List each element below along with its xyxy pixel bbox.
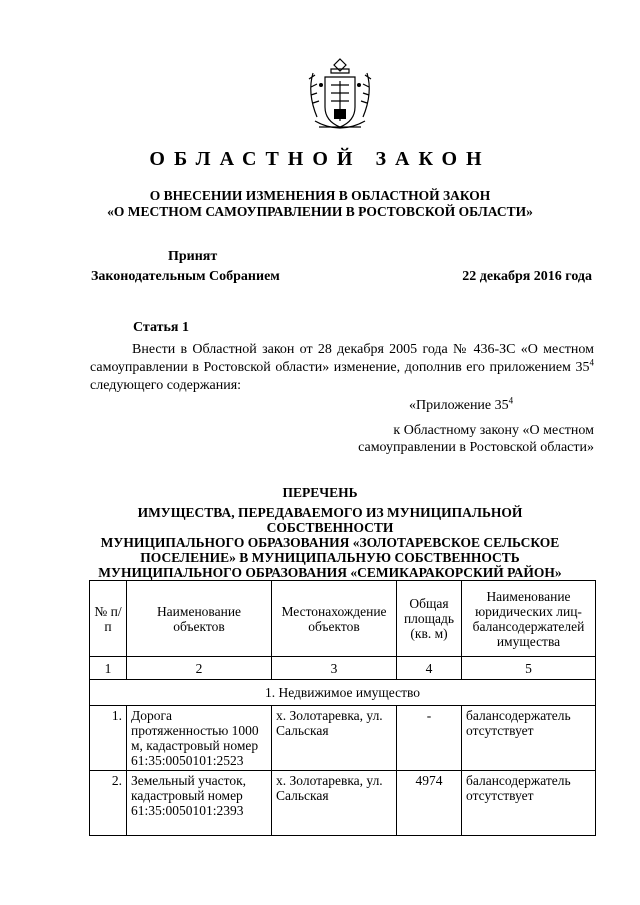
header-cell: Общая площадь (кв. м) — [397, 581, 462, 657]
appendix-ref-line-2: самоуправлении в Ростовской области» — [358, 440, 594, 455]
article-paragraph — [90, 341, 594, 395]
column-number-cell: 5 — [462, 657, 596, 680]
section-row — [90, 680, 596, 706]
column-number-cell: 1 — [90, 657, 127, 680]
list-sub-line-1: ИМУЩЕСТВА, ПЕРЕДАВАЕМОГО ИЗ МУНИЦИПАЛЬНОЙ СОБСТВЕННОСТИ — [137, 505, 523, 535]
holder-cell: балансодержатель отсутствует — [462, 771, 596, 836]
row-number-cell: 2. — [90, 771, 127, 836]
adoption-date: 22 декабря 2016 года — [462, 269, 592, 284]
area-cell: 4974 — [397, 771, 462, 836]
column-number-cell: 2 — [127, 657, 272, 680]
location-cell: х. Золотаревка, ул. Сальская — [272, 706, 397, 771]
assembly-label: Законодательным Собранием — [91, 269, 280, 284]
appendix-label — [409, 395, 514, 414]
header-cell: Местонахождение объектов — [272, 581, 397, 657]
row-number-cell: 1. — [90, 706, 127, 771]
object-name-cell: Земельный участок, кадастровый номер 61:35:0050101:2393 — [127, 771, 272, 836]
list-sub-line-3: ПОСЕЛЕНИЕ» В МУНИЦИПАЛЬНУЮ СОБСТВЕННОСТЬ — [140, 550, 520, 565]
appendix-ref-line-1: к Областному закону «О местном — [393, 423, 594, 438]
paragraph-sup: 4 — [589, 357, 594, 368]
article-heading: Статья 1 — [133, 320, 189, 335]
section-cell: 1. Недвижимое имущество — [90, 680, 596, 706]
paragraph-text-2: следующего содержания: — [90, 378, 242, 393]
column-number-cell: 3 — [272, 657, 397, 680]
header-cell: Наименование юридических лиц-балансодержателей имущества — [462, 581, 596, 657]
appendix-text: «Приложение 35 — [409, 398, 509, 413]
list-subtitle — [80, 505, 580, 580]
list-sub-line-4: МУНИЦИПАЛЬНОГО ОБРАЗОВАНИЯ «СЕМИКАРАКОРСКИЙ РАЙОН» — [98, 565, 562, 580]
subtitle-line-2: «О МЕСТНОМ САМОУПРАВЛЕНИИ В РОСТОВСКОЙ ОБЛАСТИ» — [107, 204, 533, 219]
column-number-row — [90, 657, 596, 680]
object-name-cell: Дорога протяженностью 1000 м, кадастровый номер 61:35:0050101:2523 — [127, 706, 272, 771]
subtitle-line-1: О ВНЕСЕНИИ ИЗМЕНЕНИЯ В ОБЛАСТНОЙ ЗАКОН — [149, 188, 491, 203]
header-cell: № п/п — [90, 581, 127, 657]
holder-cell: балансодержатель отсутствует — [462, 706, 596, 771]
table-row — [90, 706, 596, 771]
list-sub-line-2: МУНИЦИПАЛЬНОГО ОБРАЗОВАНИЯ «ЗОЛОТАРЕВСКОЕ СЕЛЬСКОЕ — [100, 535, 560, 550]
header-cell: Наименование объектов — [127, 581, 272, 657]
coat-of-arms-emblem — [301, 55, 379, 139]
table-row — [90, 771, 596, 836]
column-number-cell: 4 — [397, 657, 462, 680]
location-cell: х. Золотаревка, ул. Сальская — [272, 771, 397, 836]
appendix-sup: 4 — [508, 395, 514, 406]
law-title: ОБЛАСТНОЙ ЗАКОН — [149, 148, 491, 170]
law-subtitle — [0, 188, 640, 220]
table-header-row — [90, 581, 596, 657]
paragraph-text-1: Внести в Областной закон от 28 декабря 2005 года № 436-ЗС «О местном самоуправлении в Ростовской области» изменение, дополнив его приложением 35 — [90, 342, 594, 375]
property-table — [89, 580, 596, 836]
adopted-label: Принят — [168, 249, 218, 264]
area-cell: - — [397, 706, 462, 771]
list-title: ПЕРЕЧЕНЬ — [282, 485, 358, 500]
appendix-reference — [300, 422, 594, 456]
